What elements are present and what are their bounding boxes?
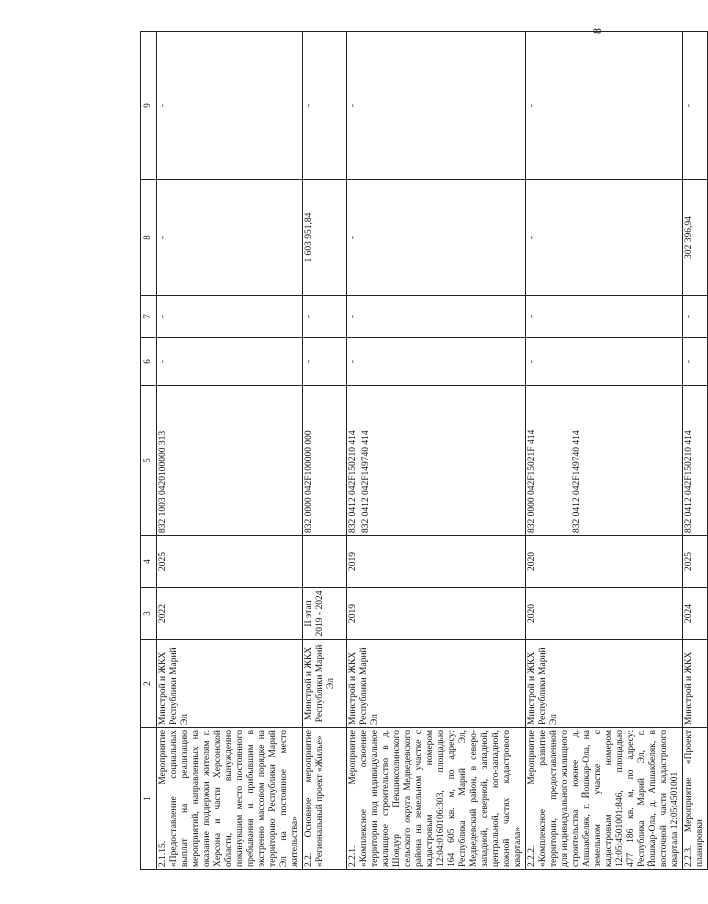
table-row [303, 32, 347, 870]
end-year: 2025 [157, 536, 303, 588]
start-year: 2019 [347, 588, 526, 640]
value-col-8: 1 603 951,84 [303, 180, 347, 296]
col-2-header: 2 [141, 640, 157, 728]
rotated-table-wrapper [140, 32, 705, 870]
budget-code-line: 832 0412 042F150210 414 [684, 430, 694, 533]
value-col-7: - [303, 296, 347, 338]
value-col-9: - [347, 32, 526, 180]
col-7-header: 7 [141, 296, 157, 338]
end-year: 2019 [347, 536, 526, 588]
budget-code [347, 386, 526, 536]
col-8-header: 8 [141, 180, 157, 296]
start-year: 2022 [157, 588, 303, 640]
end-year: 2025 [683, 536, 708, 588]
budget-code [683, 386, 708, 536]
value-col-8: - [157, 180, 303, 296]
col-9-header: 9 [141, 32, 157, 180]
value-col-6: - [157, 338, 303, 386]
table-row [347, 32, 526, 870]
table-row [526, 32, 683, 870]
end-year: 2020 [526, 536, 683, 588]
activity-name: 2.2.3. Мероприятие «Проект планировки [683, 728, 708, 870]
col-3-header: 3 [141, 588, 157, 640]
executor: Минстрой и ЖКХ Республики Марий Эл [157, 640, 303, 728]
start-year: II этап 2019 - 2024 [303, 588, 347, 640]
value-col-6: - [683, 338, 708, 386]
value-col-9: - [157, 32, 303, 180]
budget-code [303, 386, 347, 536]
budget-code-line: 832 0412 042F149740 414 [361, 430, 371, 533]
col-4-header: 4 [141, 536, 157, 588]
activity-name: 2.1.15. Мероприятие «Предоставление социальных выплат на реализацию мероприятий, направленных на оказание поддержки жителям г. Херсона и части Херсонской области, вынужденно покинувшим место постоянного пребывания и прибывшим в экстренно массовом порядке на территорию Республики Марий Эл на постоянное место жительства» [157, 728, 303, 870]
activity-name: 2.2.1. Мероприятие «Комплексное освоение территории под индивидуальное жилищное строительство в д. Шоядур Пекшиксолинского сельского округа Медведевского района на земельном участке с кадастровым номером 12:04:0160106:303, площадью 164 605 кв. м, по адресу: Республика Марий Эл, Медведевский район, в северо-западной, северной, западной, центральной, юго-западной, южной частях кадастрового квартала» [347, 728, 526, 870]
value-col-6: - [347, 338, 526, 386]
budget-code-line: 832 0000 042F15021F 414 [527, 429, 537, 533]
value-col-8: - [526, 180, 683, 296]
end-year [303, 536, 347, 588]
value-col-6: - [526, 338, 683, 386]
value-col-7: - [347, 296, 526, 338]
value-col-8: 302 396,94 [683, 180, 708, 296]
value-col-7: - [683, 296, 708, 338]
col-5-header: 5 [141, 386, 157, 536]
executor: Минстрой и ЖКХ Республики Марий Эл [303, 640, 347, 728]
budget-code-line: 832 0412 042F149740 414 [572, 430, 582, 533]
budget-table [140, 31, 708, 870]
col-1-header: 1 [141, 728, 157, 870]
budget-code-line: 832 0412 042F150210 414 [348, 430, 358, 533]
start-year: 2020 [526, 588, 683, 640]
executor: Минстрой и ЖКХ Республики Марий Эл [347, 640, 526, 728]
executor: Минстрой и ЖКХ Республики Марий Эл [526, 640, 683, 728]
col-6-header: 6 [141, 338, 157, 386]
value-col-7: - [157, 296, 303, 338]
table-row [683, 32, 708, 870]
value-col-6: - [303, 338, 347, 386]
start-year: 2024 [683, 588, 708, 640]
budget-code [526, 386, 683, 536]
budget-code [157, 386, 303, 536]
executor: Минстрой и ЖКХ [683, 640, 708, 728]
activity-name: 2.2. Основное мероприятие «Региональный проект «Жилье» [303, 728, 347, 870]
table-row [157, 32, 303, 870]
budget-code-line: 832 1003 0420100000 313 [158, 430, 168, 533]
page-number: 8 [590, 28, 604, 34]
value-col-9: - [303, 32, 347, 180]
budget-code-line: 832 0000 042F100000 000 [304, 430, 314, 533]
column-number-row [141, 32, 157, 870]
activity-name: 2.2.2. Мероприятие «Комплексное развитие территории, предоставленной для индивидуального жилищного строительства южнее д. Апшакбеляк, г. Йошкар-Ола, на земельном участке с кадастровым номером 12:05:4501001:846, площадью 477 186 кв. м, по адресу: Республика Марий Эл, г. Йошкар-Ола, д. Апшакбеляк, в восточной части кадастрового квартала 12:05:4501001 [526, 728, 683, 870]
value-col-7: - [526, 296, 683, 338]
value-col-9: - [683, 32, 708, 180]
value-col-9: - [526, 32, 683, 180]
value-col-8: - [347, 180, 526, 296]
